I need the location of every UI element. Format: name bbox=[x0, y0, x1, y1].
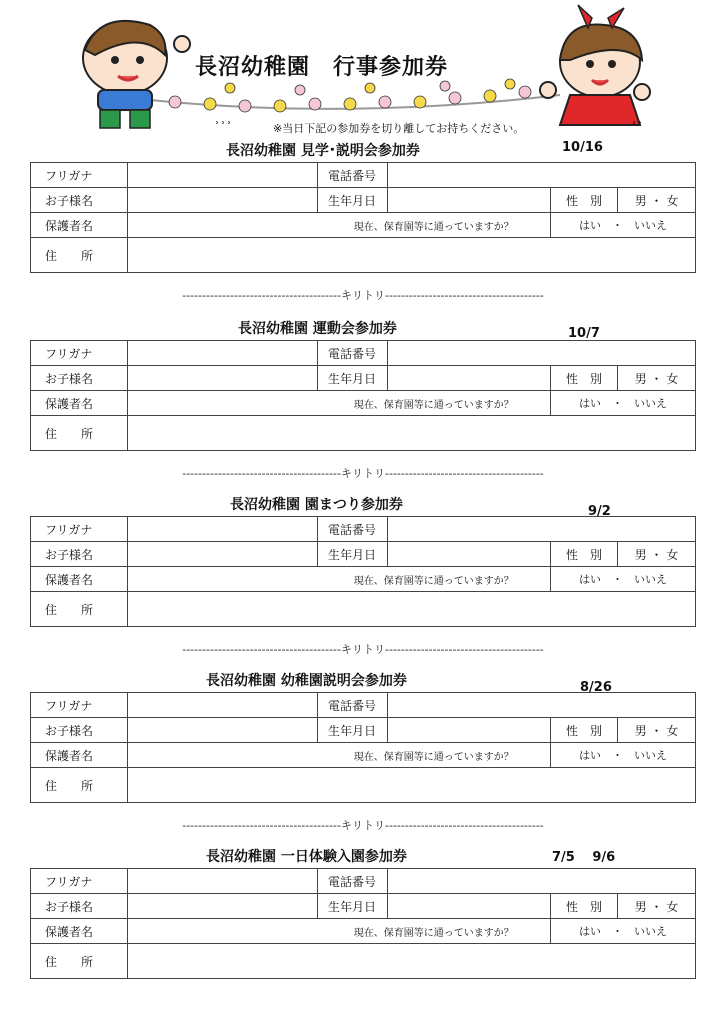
guardian-input[interactable] bbox=[128, 391, 318, 416]
child-name-input[interactable] bbox=[128, 718, 318, 743]
nursery-question: 現在、保育園等に通っていますか？ bbox=[318, 919, 551, 944]
cut-line: ----------------------------------------キリトリ---------------------------------------- bbox=[182, 643, 544, 656]
ticket-section bbox=[30, 494, 695, 654]
address-label: 住 所 bbox=[31, 768, 128, 803]
ticket-form bbox=[30, 340, 696, 451]
gender-label: 性 別 bbox=[551, 188, 618, 213]
address-label: 住 所 bbox=[31, 416, 128, 451]
ticket-form bbox=[30, 868, 696, 979]
ticket-title: 長沼幼稚園 運動会参加券 bbox=[238, 321, 397, 337]
phone-input[interactable] bbox=[388, 869, 696, 894]
furigana-input[interactable] bbox=[128, 163, 318, 188]
ticket-form bbox=[30, 162, 696, 273]
child-name-label: お子様名 bbox=[31, 366, 128, 391]
ticks-left: ˒˒˒ bbox=[215, 117, 234, 130]
birthday-label: 生年月日 bbox=[318, 542, 388, 567]
ticket-form bbox=[30, 692, 696, 803]
guardian-label: 保護者名 bbox=[31, 567, 128, 592]
furigana-label: フリガナ bbox=[31, 517, 128, 542]
furigana-label: フリガナ bbox=[31, 341, 128, 366]
furigana-label: フリガナ bbox=[31, 869, 128, 894]
phone-input[interactable] bbox=[388, 163, 696, 188]
ticket-form bbox=[30, 516, 696, 627]
girl-character-icon bbox=[540, 5, 650, 125]
birthday-label: 生年月日 bbox=[318, 894, 388, 919]
birthday-input[interactable] bbox=[388, 366, 551, 391]
birthday-label: 生年月日 bbox=[318, 718, 388, 743]
gender-label: 性 別 bbox=[551, 718, 618, 743]
ticket-title: 長沼幼稚園 幼稚園説明会参加券 bbox=[206, 673, 407, 689]
yes-no-options[interactable]: はい ・ いいえ bbox=[551, 743, 696, 768]
child-name-input[interactable] bbox=[128, 894, 318, 919]
phone-input[interactable] bbox=[388, 517, 696, 542]
guardian-label: 保護者名 bbox=[31, 213, 128, 238]
ticket-date: 9/2 bbox=[588, 504, 611, 519]
nursery-question: 現在、保育園等に通っていますか？ bbox=[318, 391, 551, 416]
birthday-input[interactable] bbox=[388, 894, 551, 919]
child-name-input[interactable] bbox=[128, 188, 318, 213]
child-name-input[interactable] bbox=[128, 542, 318, 567]
banner-title: 長沼幼稚園 行事参加券 bbox=[195, 55, 449, 80]
yes-no-options[interactable]: はい ・ いいえ bbox=[551, 213, 696, 238]
nursery-question: 現在、保育園等に通っていますか？ bbox=[318, 567, 551, 592]
phone-label: 電話番号 bbox=[318, 341, 388, 366]
ticket-section bbox=[30, 318, 695, 478]
ticket-section bbox=[30, 140, 695, 300]
guardian-label: 保護者名 bbox=[31, 391, 128, 416]
cut-line: ----------------------------------------キリトリ---------------------------------------- bbox=[182, 289, 544, 302]
cut-line: ----------------------------------------キリトリ---------------------------------------- bbox=[182, 467, 544, 480]
phone-label: 電話番号 bbox=[318, 517, 388, 542]
guardian-input[interactable] bbox=[128, 213, 318, 238]
birthday-label: 生年月日 bbox=[318, 188, 388, 213]
child-name-label: お子様名 bbox=[31, 718, 128, 743]
guardian-label: 保護者名 bbox=[31, 743, 128, 768]
flower-icon bbox=[129, 79, 531, 112]
cut-line: ----------------------------------------キリトリ---------------------------------------- bbox=[182, 819, 544, 832]
ticket-title: 長沼幼稚園 園まつり参加券 bbox=[230, 497, 403, 513]
furigana-input[interactable] bbox=[128, 869, 318, 894]
guardian-input[interactable] bbox=[128, 743, 318, 768]
ticket-title: 長沼幼稚園 一日体験入園参加券 bbox=[206, 849, 407, 865]
address-input[interactable] bbox=[128, 592, 696, 627]
furigana-input[interactable] bbox=[128, 517, 318, 542]
phone-label: 電話番号 bbox=[318, 163, 388, 188]
address-input[interactable] bbox=[128, 944, 696, 979]
ticket-date: 10/7 bbox=[568, 326, 600, 341]
birthday-input[interactable] bbox=[388, 718, 551, 743]
banner-note: ※当日下記の参加券を切り離してお持ちください。 bbox=[273, 122, 525, 135]
nursery-question: 現在、保育園等に通っていますか？ bbox=[318, 743, 551, 768]
yes-no-options[interactable]: はい ・ いいえ bbox=[551, 567, 696, 592]
child-name-input[interactable] bbox=[128, 366, 318, 391]
guardian-label: 保護者名 bbox=[31, 919, 128, 944]
address-label: 住 所 bbox=[31, 238, 128, 273]
child-name-label: お子様名 bbox=[31, 188, 128, 213]
furigana-input[interactable] bbox=[128, 341, 318, 366]
address-label: 住 所 bbox=[31, 944, 128, 979]
yes-no-options[interactable]: はい ・ いいえ bbox=[551, 919, 696, 944]
boy-character-icon bbox=[83, 21, 190, 128]
phone-label: 電話番号 bbox=[318, 869, 388, 894]
ticket-title: 長沼幼稚園 見学･説明会参加券 bbox=[226, 143, 420, 159]
ticket-date: 7/5 9/6 bbox=[552, 850, 616, 865]
yes-no-options[interactable]: はい ・ いいえ bbox=[551, 391, 696, 416]
phone-input[interactable] bbox=[388, 341, 696, 366]
child-name-label: お子様名 bbox=[31, 542, 128, 567]
gender-label: 性 別 bbox=[551, 366, 618, 391]
birthday-input[interactable] bbox=[388, 542, 551, 567]
gender-options[interactable]: 男 ・ 女 bbox=[618, 366, 696, 391]
birthday-input[interactable] bbox=[388, 188, 551, 213]
furigana-input[interactable] bbox=[128, 693, 318, 718]
guardian-input[interactable] bbox=[128, 919, 318, 944]
gender-options[interactable]: 男 ・ 女 bbox=[618, 542, 696, 567]
address-input[interactable] bbox=[128, 238, 696, 273]
nursery-question: 現在、保育園等に通っていますか？ bbox=[318, 213, 551, 238]
ticket-section bbox=[30, 670, 695, 830]
phone-label: 電話番号 bbox=[318, 693, 388, 718]
address-input[interactable] bbox=[128, 768, 696, 803]
address-label: 住 所 bbox=[31, 592, 128, 627]
furigana-label: フリガナ bbox=[31, 693, 128, 718]
furigana-label: フリガナ bbox=[31, 163, 128, 188]
guardian-input[interactable] bbox=[128, 567, 318, 592]
gender-label: 性 別 bbox=[551, 542, 618, 567]
address-input[interactable] bbox=[128, 416, 696, 451]
ticket-date: 10/16 bbox=[562, 140, 603, 155]
gender-options[interactable]: 男 ・ 女 bbox=[618, 718, 696, 743]
banner bbox=[0, 0, 725, 140]
gender-label: 性 別 bbox=[551, 894, 618, 919]
child-name-label: お子様名 bbox=[31, 894, 128, 919]
phone-input[interactable] bbox=[388, 693, 696, 718]
ticket-section bbox=[30, 846, 695, 1006]
birthday-label: 生年月日 bbox=[318, 366, 388, 391]
gender-options[interactable]: 男 ・ 女 bbox=[618, 188, 696, 213]
gender-options[interactable]: 男 ・ 女 bbox=[618, 894, 696, 919]
ticks-right: ˒˒ bbox=[632, 117, 645, 130]
ticket-date: 8/26 bbox=[580, 680, 612, 695]
